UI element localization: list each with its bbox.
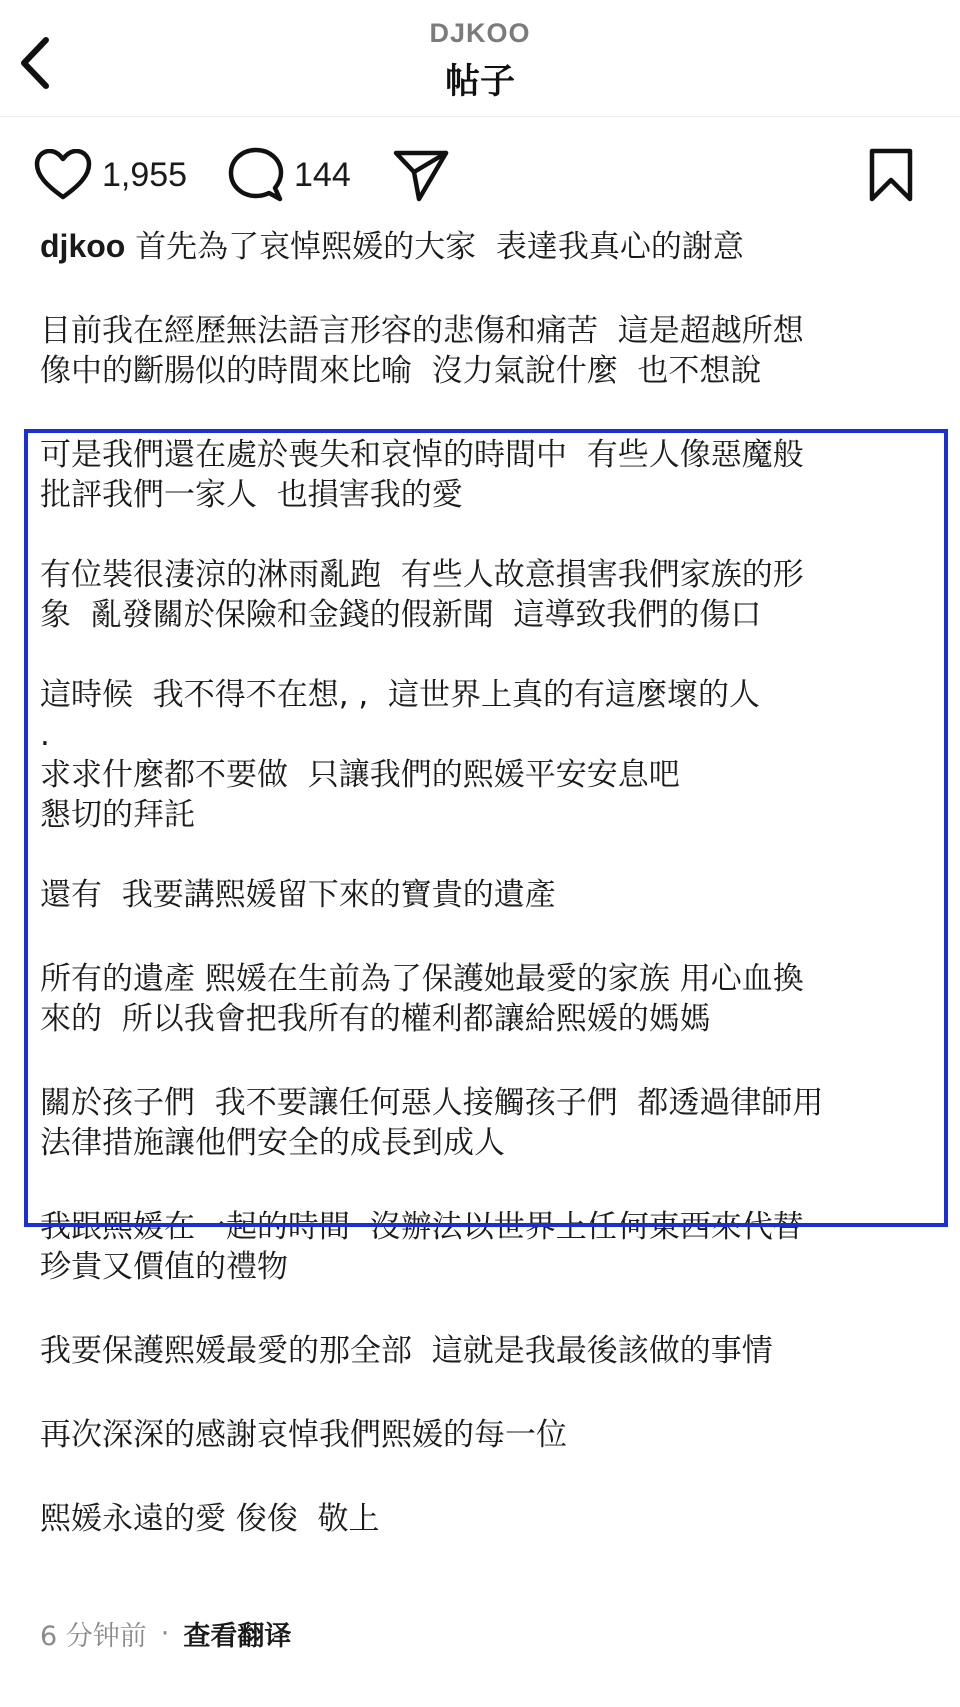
post-timestamp: 6 分钟前 — [40, 1621, 147, 1652]
post-author[interactable]: djkoo — [40, 228, 126, 264]
share-button[interactable] — [392, 140, 450, 210]
separator-dot: · — [160, 1618, 170, 1649]
like-button[interactable] — [34, 140, 187, 210]
action-bar — [0, 140, 960, 210]
header-username: DJKOO — [429, 18, 531, 48]
caption-paragraph: 可是我們還在處於喪失和哀悼的時間中 有些人像惡魔般 批評我們一家人 也損害我的愛 — [40, 437, 804, 513]
caption-paragraph: 再次深深的感謝哀悼我們熙媛的每一位 — [40, 1417, 567, 1453]
caption-paragraph: 還有 我要講熙媛留下來的寶貴的遺產 — [40, 877, 556, 913]
caption-paragraph — [40, 226, 920, 267]
caption-paragraph: 熙媛永遠的愛 俊俊 敬上 — [40, 1501, 380, 1537]
caption-text: 首先為了哀悼熙媛的大家 表達我真心的謝意 — [135, 229, 744, 265]
save-button[interactable] — [868, 140, 914, 210]
comment-count: 144 — [294, 155, 351, 194]
caption-paragraph: 這時候 我不得不在想, , 這世界上真的有這麼壞的人 . 求求什麼都不要做 只讓我們的熙媛平安安息吧 懇切的拜託 — [40, 677, 760, 833]
page-title: 帖子 — [444, 62, 515, 102]
share-icon — [392, 147, 450, 203]
like-count: 1,955 — [102, 155, 188, 194]
post-caption — [40, 226, 920, 1539]
heart-icon — [34, 149, 92, 201]
comment-icon — [228, 147, 284, 203]
caption-paragraph: 我跟熙媛在一起的時間 沒辦法以世界上任何東西來代替 珍貴又價值的禮物 — [40, 1209, 804, 1285]
header — [0, 0, 960, 117]
caption-paragraph: 我要保護熙媛最愛的那全部 這就是我最後該做的事情 — [40, 1333, 773, 1369]
caption-paragraph: 有位裝很淒涼的淋雨亂跑 有些人故意損害我們家族的形 象 亂發關於保險和金錢的假新聞 這導致我們的傷口 — [40, 557, 804, 633]
caption-paragraph: 目前我在經歷無法語言形容的悲傷和痛苦 這是超越所想 像中的斷腸似的時間來比喻 沒力氣說什麼 也不想說 — [40, 313, 804, 389]
bookmark-icon — [868, 147, 914, 203]
see-translation-link[interactable]: 查看翻译 — [183, 1621, 292, 1652]
post-meta — [40, 1614, 291, 1653]
caption-paragraph: 關於孩子們 我不要讓任何惡人接觸孩子們 都透過律師用 法律措施讓他們安全的成長到成人 — [40, 1085, 824, 1161]
comment-button[interactable] — [228, 140, 351, 210]
caption-paragraph: 所有的遺產 熙媛在生前為了保護她最愛的家族 用心血換 來的 所以我會把我所有的權利都讓給熙媛的媽媽 — [40, 961, 804, 1037]
